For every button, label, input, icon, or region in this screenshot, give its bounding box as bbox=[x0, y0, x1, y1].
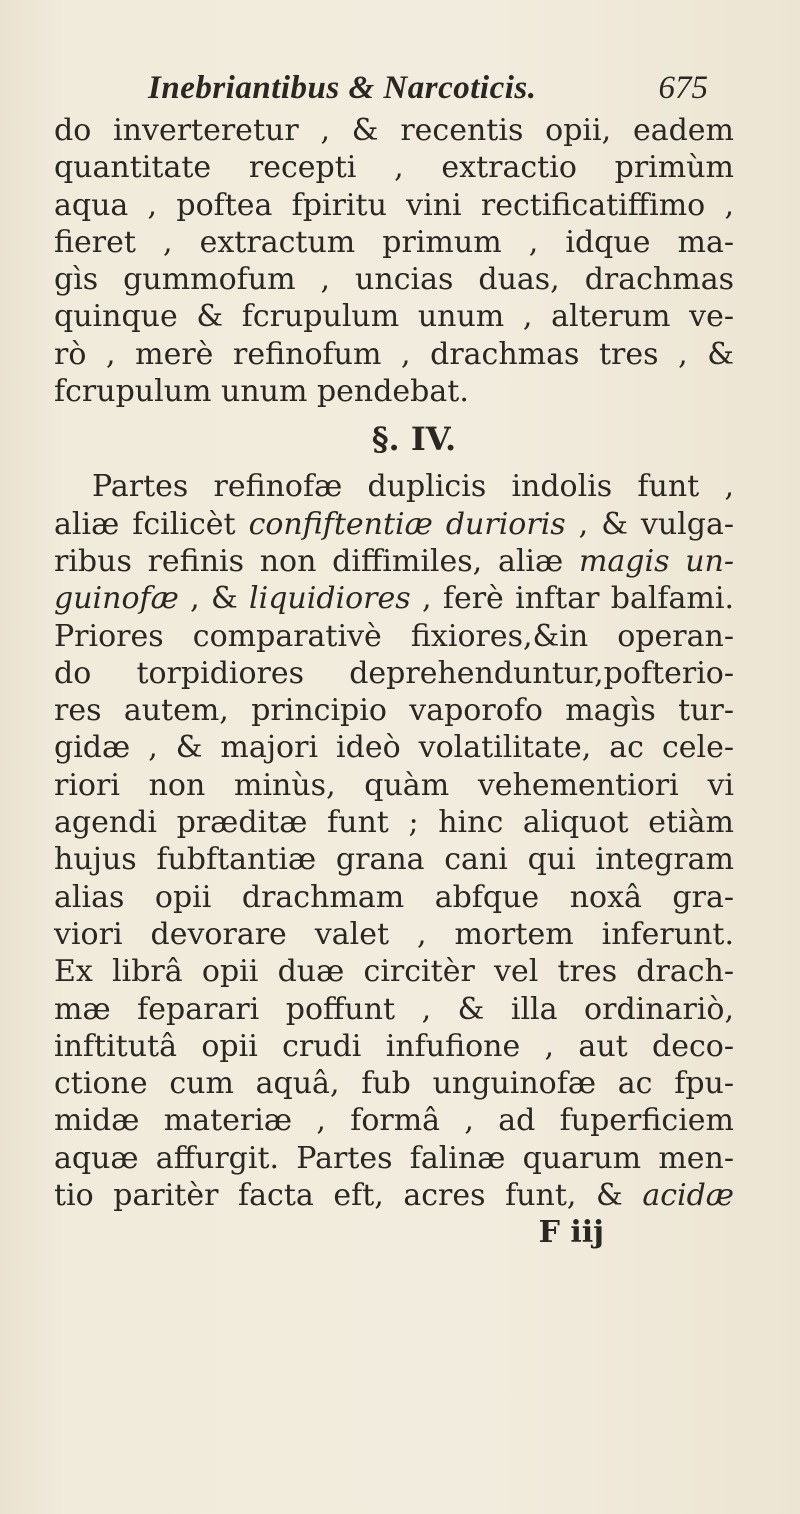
text-run: ribus refinis non diffimiles, aliæ bbox=[54, 543, 579, 579]
page-header bbox=[148, 70, 708, 110]
text-run: aliæ fcilicèt bbox=[54, 506, 249, 542]
running-title: Inebriantibus & Narcoticis. bbox=[148, 70, 537, 106]
text-line: aquæ affurgit. Partes falinæ quarum men- bbox=[54, 1140, 734, 1176]
text-line: quantitate recepti , extractio primùm bbox=[54, 150, 734, 186]
text-line: fieret , extractum primum , idque ma- bbox=[54, 224, 734, 260]
text-line bbox=[54, 1177, 734, 1214]
text-line: do inverteretur , & recentis opii, eadem bbox=[54, 113, 734, 148]
text-line: rò , merè refinofum , drachmas tres , & bbox=[54, 336, 734, 372]
text-run: , ferè inftar balfami. bbox=[410, 581, 734, 617]
text-line: res autem, principio vaporofo magìs tur- bbox=[54, 693, 734, 729]
text-line bbox=[54, 506, 734, 543]
text-line: ctione cum aquâ, fub unguinofæ ac fpu- bbox=[54, 1066, 734, 1102]
text-line bbox=[54, 543, 734, 580]
text-line: aqua , poftea fpiritu vini rectificatiffimo , bbox=[54, 187, 734, 223]
text-line bbox=[54, 580, 734, 617]
text-line: fcrupulum unum pendebat. bbox=[54, 374, 469, 410]
italic-term: liquidiores bbox=[249, 581, 411, 617]
signature-mark: F iij bbox=[538, 1215, 604, 1251]
text-line: riori non minùs, quàm vehementiori vi bbox=[54, 767, 734, 803]
text-line: do torpidiores deprehenduntur,pofterio- bbox=[54, 655, 734, 691]
italic-term: acidæ bbox=[642, 1178, 734, 1214]
text-line: gidæ , & majori ideò volatilitate, ac cele- bbox=[54, 730, 734, 766]
italic-term: confiftentiæ durioris bbox=[248, 506, 566, 542]
text-line: viori devorare valet , mortem inferunt. bbox=[54, 916, 734, 952]
italic-term: guinofæ bbox=[54, 581, 179, 617]
text-line: Priores comparativè fixiores,&in operan- bbox=[54, 618, 734, 654]
text-run: , & bbox=[178, 581, 250, 617]
text-line: alias opii drachmam abfque noxâ gra- bbox=[54, 879, 734, 915]
text-line: Ex librâ opii duæ circitèr vel tres drach- bbox=[54, 954, 734, 990]
text-line: mæ feparari poffunt , & illa ordinariò, bbox=[54, 991, 734, 1027]
page-number: 675 bbox=[658, 70, 708, 106]
text-line: midæ materiæ , formâ , ad fuperficiem bbox=[54, 1103, 734, 1139]
text-line: inftitutâ opii crudi infufione , aut deco- bbox=[54, 1028, 734, 1064]
text-run: , & vulga- bbox=[565, 506, 734, 542]
body-text bbox=[54, 112, 734, 1252]
text-run: tio paritèr facta eft, acres funt, & bbox=[54, 1178, 643, 1214]
section-heading: §. IV. bbox=[371, 420, 457, 459]
text-line: gìs gummofum , uncias duas, drachmas bbox=[54, 262, 734, 298]
text-line: agendi præditæ funt ; hinc aliquot etiàm bbox=[54, 805, 734, 841]
italic-term: magis un- bbox=[578, 543, 734, 579]
text-line: hujus fubftantiæ grana cani qui integram bbox=[54, 842, 734, 878]
text-line: Partes refinofæ duplicis indolis funt , bbox=[92, 469, 734, 505]
text-line: quinque & fcrupulum unum , alterum ve- bbox=[54, 299, 734, 335]
